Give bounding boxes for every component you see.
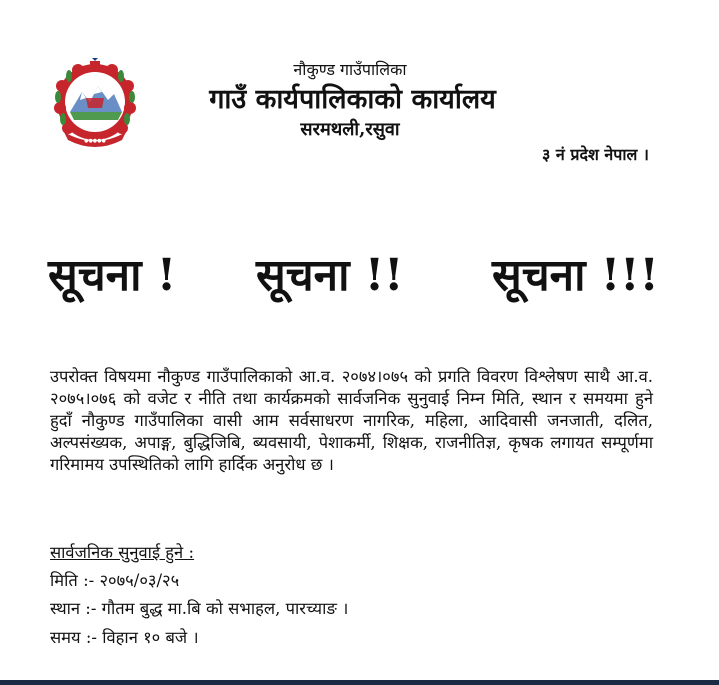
notice-word-2: सूचना !! [256,250,404,301]
bottom-border [0,680,719,685]
public-hearing-title: सार्वजनिक सुनुवाई हुने : [50,543,195,562]
hearing-time: समय :- विहान १० बजे । [50,628,199,647]
hearing-venue: स्थान :- गौतम बुद्ध मा.बि को सभाहल, पारच्याङ । [50,599,349,618]
municipality-name: नौकुण्ड गाउँपालिका [293,60,407,79]
office-title: गाउँ कार्यपालिकाको कार्यालय [209,84,496,115]
province-line: ३ नं प्रदेश नेपाल । [542,145,649,164]
notice-headline [0,248,719,308]
hearing-date: मिति :- २०७५/०३/२५ [50,571,180,590]
nepal-emblem-icon [52,58,138,152]
svg-text:●●●●●: ●●●●● [84,138,106,144]
notice-word-3: सूचना !!! [492,250,659,301]
notice-word-1: सूचना ! [48,250,177,301]
notice-body: उपरोक्त विषयमा नौकुण्ड गाउँपालिकाको आ.व. २०७४।०७५ को प्रगति विवरण विश्लेषण साथै आ.व. २०७५।०७६ को वजेट र नीति तथा कार्यक्रमको सार्वजनिक सुनुवाई निम्न मिति, स्थान र समयमा हुने हुदाँ नौकुण्ड गाउँपालिका वासी आम सर्वसाधरण नागरिक, महिला, आदिवासी जनजाती, दलित, अल्पसंख्यक, अपाङ्ग, बुद्धिजिबि, ब्यवसायी, पेशाकर्मी, शिक्षक, राजनीतिज्ञ, कृषक लगायत सम्पूर्णमा गरिमामय उपस्थितिको लागि हार्दिक अनुरोध छ । [50,367,653,474]
office-location: सरमथली,रसुवा [300,119,400,140]
